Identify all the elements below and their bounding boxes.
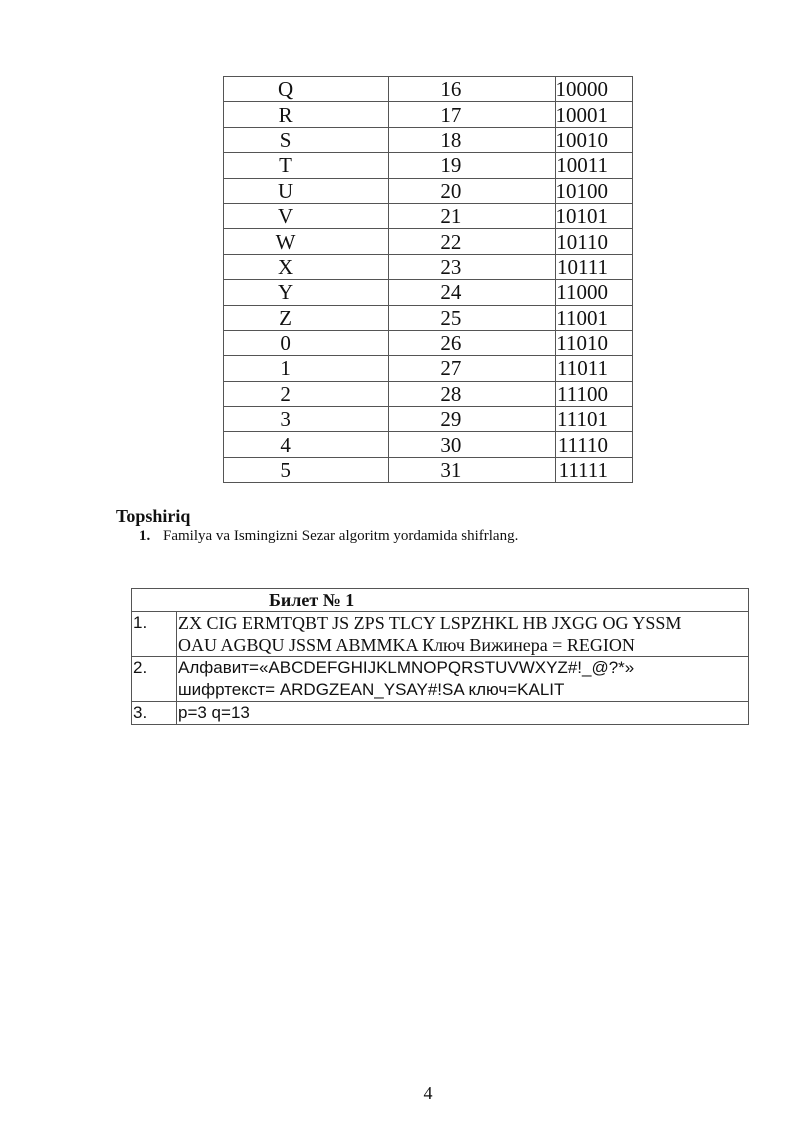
task-text: Familya va Ismingizni Sezar algoritm yordamida shifrlang. <box>163 528 519 544</box>
ticket-item-number: 2. <box>132 657 177 702</box>
decimal-cell: 19 <box>389 153 555 178</box>
decimal-cell: 17 <box>389 102 555 127</box>
code-table <box>223 76 633 483</box>
ticket-item-text <box>177 612 749 657</box>
code-table-row <box>224 407 633 432</box>
ticket-item-line: Алфавит=«ABCDEFGHIJKLMNOPQRSTUVWXYZ#!_@?*» <box>178 658 635 677</box>
code-table-row <box>224 229 633 254</box>
binary-cell: 11110 <box>555 432 633 457</box>
code-table-row <box>224 178 633 203</box>
binary-cell: 11011 <box>555 356 633 381</box>
symbol-cell: Z <box>224 305 389 330</box>
ticket-item-line: ZX CIG ERMTQBT JS ZPS TLCY LSPZHKL HB JXGG OG YSSM <box>178 613 682 633</box>
code-table-row <box>224 153 633 178</box>
ticket-item-number: 3. <box>132 702 177 725</box>
symbol-cell: T <box>224 153 389 178</box>
binary-cell: 11010 <box>555 330 633 355</box>
code-table-row <box>224 356 633 381</box>
binary-cell: 10010 <box>555 127 633 152</box>
decimal-cell: 30 <box>389 432 555 457</box>
decimal-cell: 29 <box>389 407 555 432</box>
code-table-body <box>224 77 633 483</box>
decimal-cell: 16 <box>389 77 555 102</box>
decimal-cell: 31 <box>389 457 555 482</box>
decimal-cell: 27 <box>389 356 555 381</box>
code-table-row <box>224 127 633 152</box>
binary-cell: 10100 <box>555 178 633 203</box>
symbol-cell: U <box>224 178 389 203</box>
task-item <box>139 528 518 545</box>
symbol-cell: 2 <box>224 381 389 406</box>
ticket-row <box>132 702 749 725</box>
ticket-header: Билет № 1 <box>132 589 749 612</box>
binary-cell: 10111 <box>555 254 633 279</box>
code-table-row <box>224 432 633 457</box>
ticket-item-line: шифртекст= ARDGZEAN_YSAY#!SA ключ=KALIT <box>178 680 565 699</box>
binary-cell: 11001 <box>555 305 633 330</box>
code-table-row <box>224 102 633 127</box>
decimal-cell: 26 <box>389 330 555 355</box>
binary-cell: 10110 <box>555 229 633 254</box>
symbol-cell: R <box>224 102 389 127</box>
ticket-header-row <box>132 589 749 612</box>
page-number: 4 <box>423 1083 433 1103</box>
binary-cell: 11000 <box>555 280 633 305</box>
ticket-row <box>132 612 749 657</box>
symbol-cell: 5 <box>224 457 389 482</box>
decimal-cell: 21 <box>389 203 555 228</box>
code-table-row <box>224 457 633 482</box>
decimal-cell: 24 <box>389 280 555 305</box>
decimal-cell: 28 <box>389 381 555 406</box>
ticket-item-text <box>177 657 749 702</box>
binary-cell: 11111 <box>555 457 633 482</box>
binary-cell: 10000 <box>555 77 633 102</box>
decimal-cell: 20 <box>389 178 555 203</box>
decimal-cell: 22 <box>389 229 555 254</box>
code-table-row <box>224 305 633 330</box>
code-table-row <box>224 254 633 279</box>
ticket-table <box>131 588 749 725</box>
ticket-item-line: p=3 q=13 <box>178 703 250 722</box>
symbol-cell: 3 <box>224 407 389 432</box>
ticket-row <box>132 657 749 702</box>
binary-cell: 11100 <box>555 381 633 406</box>
decimal-cell: 23 <box>389 254 555 279</box>
symbol-cell: Q <box>224 77 389 102</box>
code-table-row <box>224 381 633 406</box>
code-table-row <box>224 330 633 355</box>
symbol-cell: 1 <box>224 356 389 381</box>
symbol-cell: S <box>224 127 389 152</box>
symbol-cell: 4 <box>224 432 389 457</box>
symbol-cell: Y <box>224 280 389 305</box>
ticket-item-text <box>177 702 749 725</box>
section-title: Topshiriq <box>116 506 191 526</box>
ticket-item-line: OAU AGBQU JSSM ABMMKA Ключ Вижинера = REGION <box>178 635 635 655</box>
ticket-item-number: 1. <box>132 612 177 657</box>
symbol-cell: V <box>224 203 389 228</box>
decimal-cell: 18 <box>389 127 555 152</box>
binary-cell: 10001 <box>555 102 633 127</box>
symbol-cell: X <box>224 254 389 279</box>
binary-cell: 11101 <box>555 407 633 432</box>
code-table-row <box>224 77 633 102</box>
symbol-cell: W <box>224 229 389 254</box>
decimal-cell: 25 <box>389 305 555 330</box>
code-table-row <box>224 203 633 228</box>
task-number: 1. <box>139 528 151 544</box>
symbol-cell: 0 <box>224 330 389 355</box>
binary-cell: 10101 <box>555 203 633 228</box>
code-table-row <box>224 280 633 305</box>
binary-cell: 10011 <box>555 153 633 178</box>
